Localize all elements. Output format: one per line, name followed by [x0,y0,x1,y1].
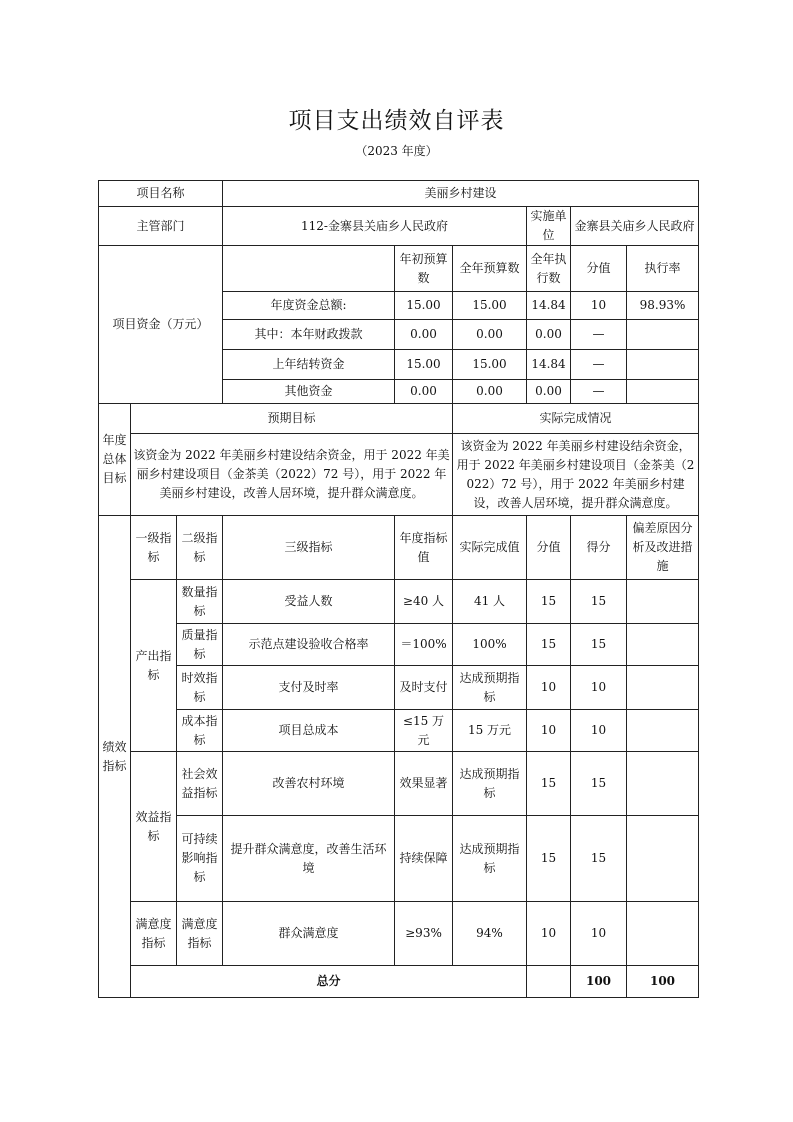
indicator-score: 10 [571,902,627,966]
indicator-level2: 社会效益指标 [177,752,223,816]
total-label: 总分 [131,966,527,998]
indicator-reason [627,902,699,966]
indicator-score: 15 [571,752,627,816]
funds-header-blank [223,246,395,292]
indicator-target: 持续保障 [395,816,453,902]
header-reason: 偏差原因分析及改进措施 [627,516,699,580]
page-title: 项目支出绩效自评表 [288,108,505,134]
indicator-level3: 支付及时率 [223,666,395,710]
header-target: 年度指标值 [395,516,453,580]
indicator-level2: 满意度指标 [177,902,223,966]
indicator-target: 及时支付 [395,666,453,710]
indicator-actual: 41 人 [453,580,527,624]
funds-row-label: 年度资金总额: [223,292,395,320]
indicator-row [99,902,699,966]
dept-row [99,207,699,246]
project-name-row [99,181,699,207]
funds-executed: 0.00 [527,320,571,350]
evaluation-table [98,180,699,998]
funds-score-value: — [571,320,627,350]
indicator-level3: 改善农村环境 [223,752,395,816]
indicator-row [99,666,699,710]
indicator-score-value: 15 [527,624,571,666]
indicator-level3: 群众满意度 [223,902,395,966]
indicator-level1: 满意度指标 [131,902,177,966]
indicator-level1: 产出指标 [131,580,177,752]
funds-rate: 98.93% [627,292,699,320]
funds-rate [627,320,699,350]
goals-header-row [99,404,699,434]
indicator-actual: 100% [453,624,527,666]
goals-content-row [99,434,699,516]
indicator-level2: 数量指标 [177,580,223,624]
indicator-level2: 成本指标 [177,710,223,752]
indicator-reason [627,580,699,624]
indicator-actual: 达成预期指标 [453,816,527,902]
indicator-target: ≤15 万元 [395,710,453,752]
indicator-actual: 94% [453,902,527,966]
indicator-score: 15 [571,624,627,666]
goals-expected-header: 预期目标 [131,404,453,434]
indicator-level3: 示范点建设验收合格率 [223,624,395,666]
funds-label-text: 项目资金（万元） [112,317,209,331]
indicator-row [99,752,699,816]
funds-annual: 15.00 [453,292,527,320]
funds-executed: 14.84 [527,292,571,320]
indicator-score-value: 10 [527,902,571,966]
indicator-row [99,710,699,752]
indicator-level3: 提升群众满意度，改善生活环境 [223,816,395,902]
funds-header-initial: 年初预算数 [395,246,453,292]
indicator-reason [627,816,699,902]
indicators-header-row [99,516,699,580]
indicator-reason [627,624,699,666]
indicator-reason [627,666,699,710]
indicator-row [99,580,699,624]
funds-header-score-value: 分值 [571,246,627,292]
indicator-level1: 效益指标 [131,752,177,902]
indicator-reason [627,752,699,816]
total-actual-blank [527,966,571,998]
indicators-section-label: 绩效指标 [99,516,131,998]
goals-expected-text: 该资金为 2022 年美丽乡村建设结余资金，用于 2022 年美丽乡村建设项目（金茶美（2022）72 号），用于 2022 年美丽乡村建设，改善人居环境，提升群众满意度。 [131,434,453,516]
total-score-value: 100 [571,966,627,998]
funds-score-value: 10 [571,292,627,320]
header-level1: 一级指标 [131,516,177,580]
indicator-score-value: 15 [527,816,571,902]
project-name-label: 项目名称 [99,181,223,207]
goals-actual-header: 实际完成情况 [453,404,699,434]
indicator-target: ≥93% [395,902,453,966]
header-level3: 三级指标 [223,516,395,580]
total-row [99,966,699,998]
indicator-level2: 时效指标 [177,666,223,710]
dept-value: 112-金寨县关庙乡人民政府 [223,207,527,246]
funds-executed: 14.84 [527,350,571,380]
funds-rate [627,350,699,380]
impl-value: 金寨县关庙乡人民政府 [571,207,699,246]
funds-header-row [99,246,699,292]
funds-row-label: 其他资金 [223,380,395,404]
indicator-actual: 达成预期指标 [453,752,527,816]
funds-initial: 0.00 [395,320,453,350]
indicator-score-value: 15 [527,580,571,624]
indicator-score: 10 [571,710,627,752]
funds-score-value: — [571,380,627,404]
dept-label: 主管部门 [99,207,223,246]
indicator-level3: 受益人数 [223,580,395,624]
funds-initial: 15.00 [395,292,453,320]
funds-score-value: — [571,350,627,380]
funds-annual: 0.00 [453,320,527,350]
project-name-value: 美丽乡村建设 [223,181,699,207]
indicator-score-value: 15 [527,752,571,816]
total-score: 100 [627,966,699,998]
indicator-target: ＝100% [395,624,453,666]
funds-rate [627,380,699,404]
indicator-actual: 15 万元 [453,710,527,752]
page-subtitle: （2023 年度） [355,144,438,158]
indicator-row [99,816,699,902]
funds-annual: 15.00 [453,350,527,380]
header-actual: 实际完成值 [453,516,527,580]
indicator-target: ≥40 人 [395,580,453,624]
indicator-score-value: 10 [527,666,571,710]
indicator-level3: 项目总成本 [223,710,395,752]
funds-header-annual: 全年预算数 [453,246,527,292]
funds-row-label: 上年结转资金 [223,350,395,380]
funds-label [99,246,223,404]
funds-annual: 0.00 [453,380,527,404]
indicator-score: 10 [571,666,627,710]
funds-header-executed: 全年执行数 [527,246,571,292]
funds-initial: 15.00 [395,350,453,380]
impl-label: 实施单位 [527,207,571,246]
header-score-value: 分值 [527,516,571,580]
funds-executed: 0.00 [527,380,571,404]
indicator-score-value: 10 [527,710,571,752]
goals-actual-text: 该资金为 2022 年美丽乡村建设结余资金，用于 2022 年美丽乡村建设项目（金茶美（2022）72 号），用于 2022 年美丽乡村建设，改善人居环境，提升群众满意度。 [453,434,699,516]
indicator-score: 15 [571,580,627,624]
indicator-reason [627,710,699,752]
header-score: 得分 [571,516,627,580]
indicator-row [99,624,699,666]
indicator-level2: 质量指标 [177,624,223,666]
indicator-score: 15 [571,816,627,902]
header-level2: 二级指标 [177,516,223,580]
indicator-actual: 达成预期指标 [453,666,527,710]
funds-row-label: 其中：本年财政拨款 [223,320,395,350]
goals-section-label: 年度总体目标 [99,404,131,516]
indicator-level2: 可持续影响指标 [177,816,223,902]
funds-header-rate: 执行率 [627,246,699,292]
funds-initial: 0.00 [395,380,453,404]
indicator-target: 效果显著 [395,752,453,816]
